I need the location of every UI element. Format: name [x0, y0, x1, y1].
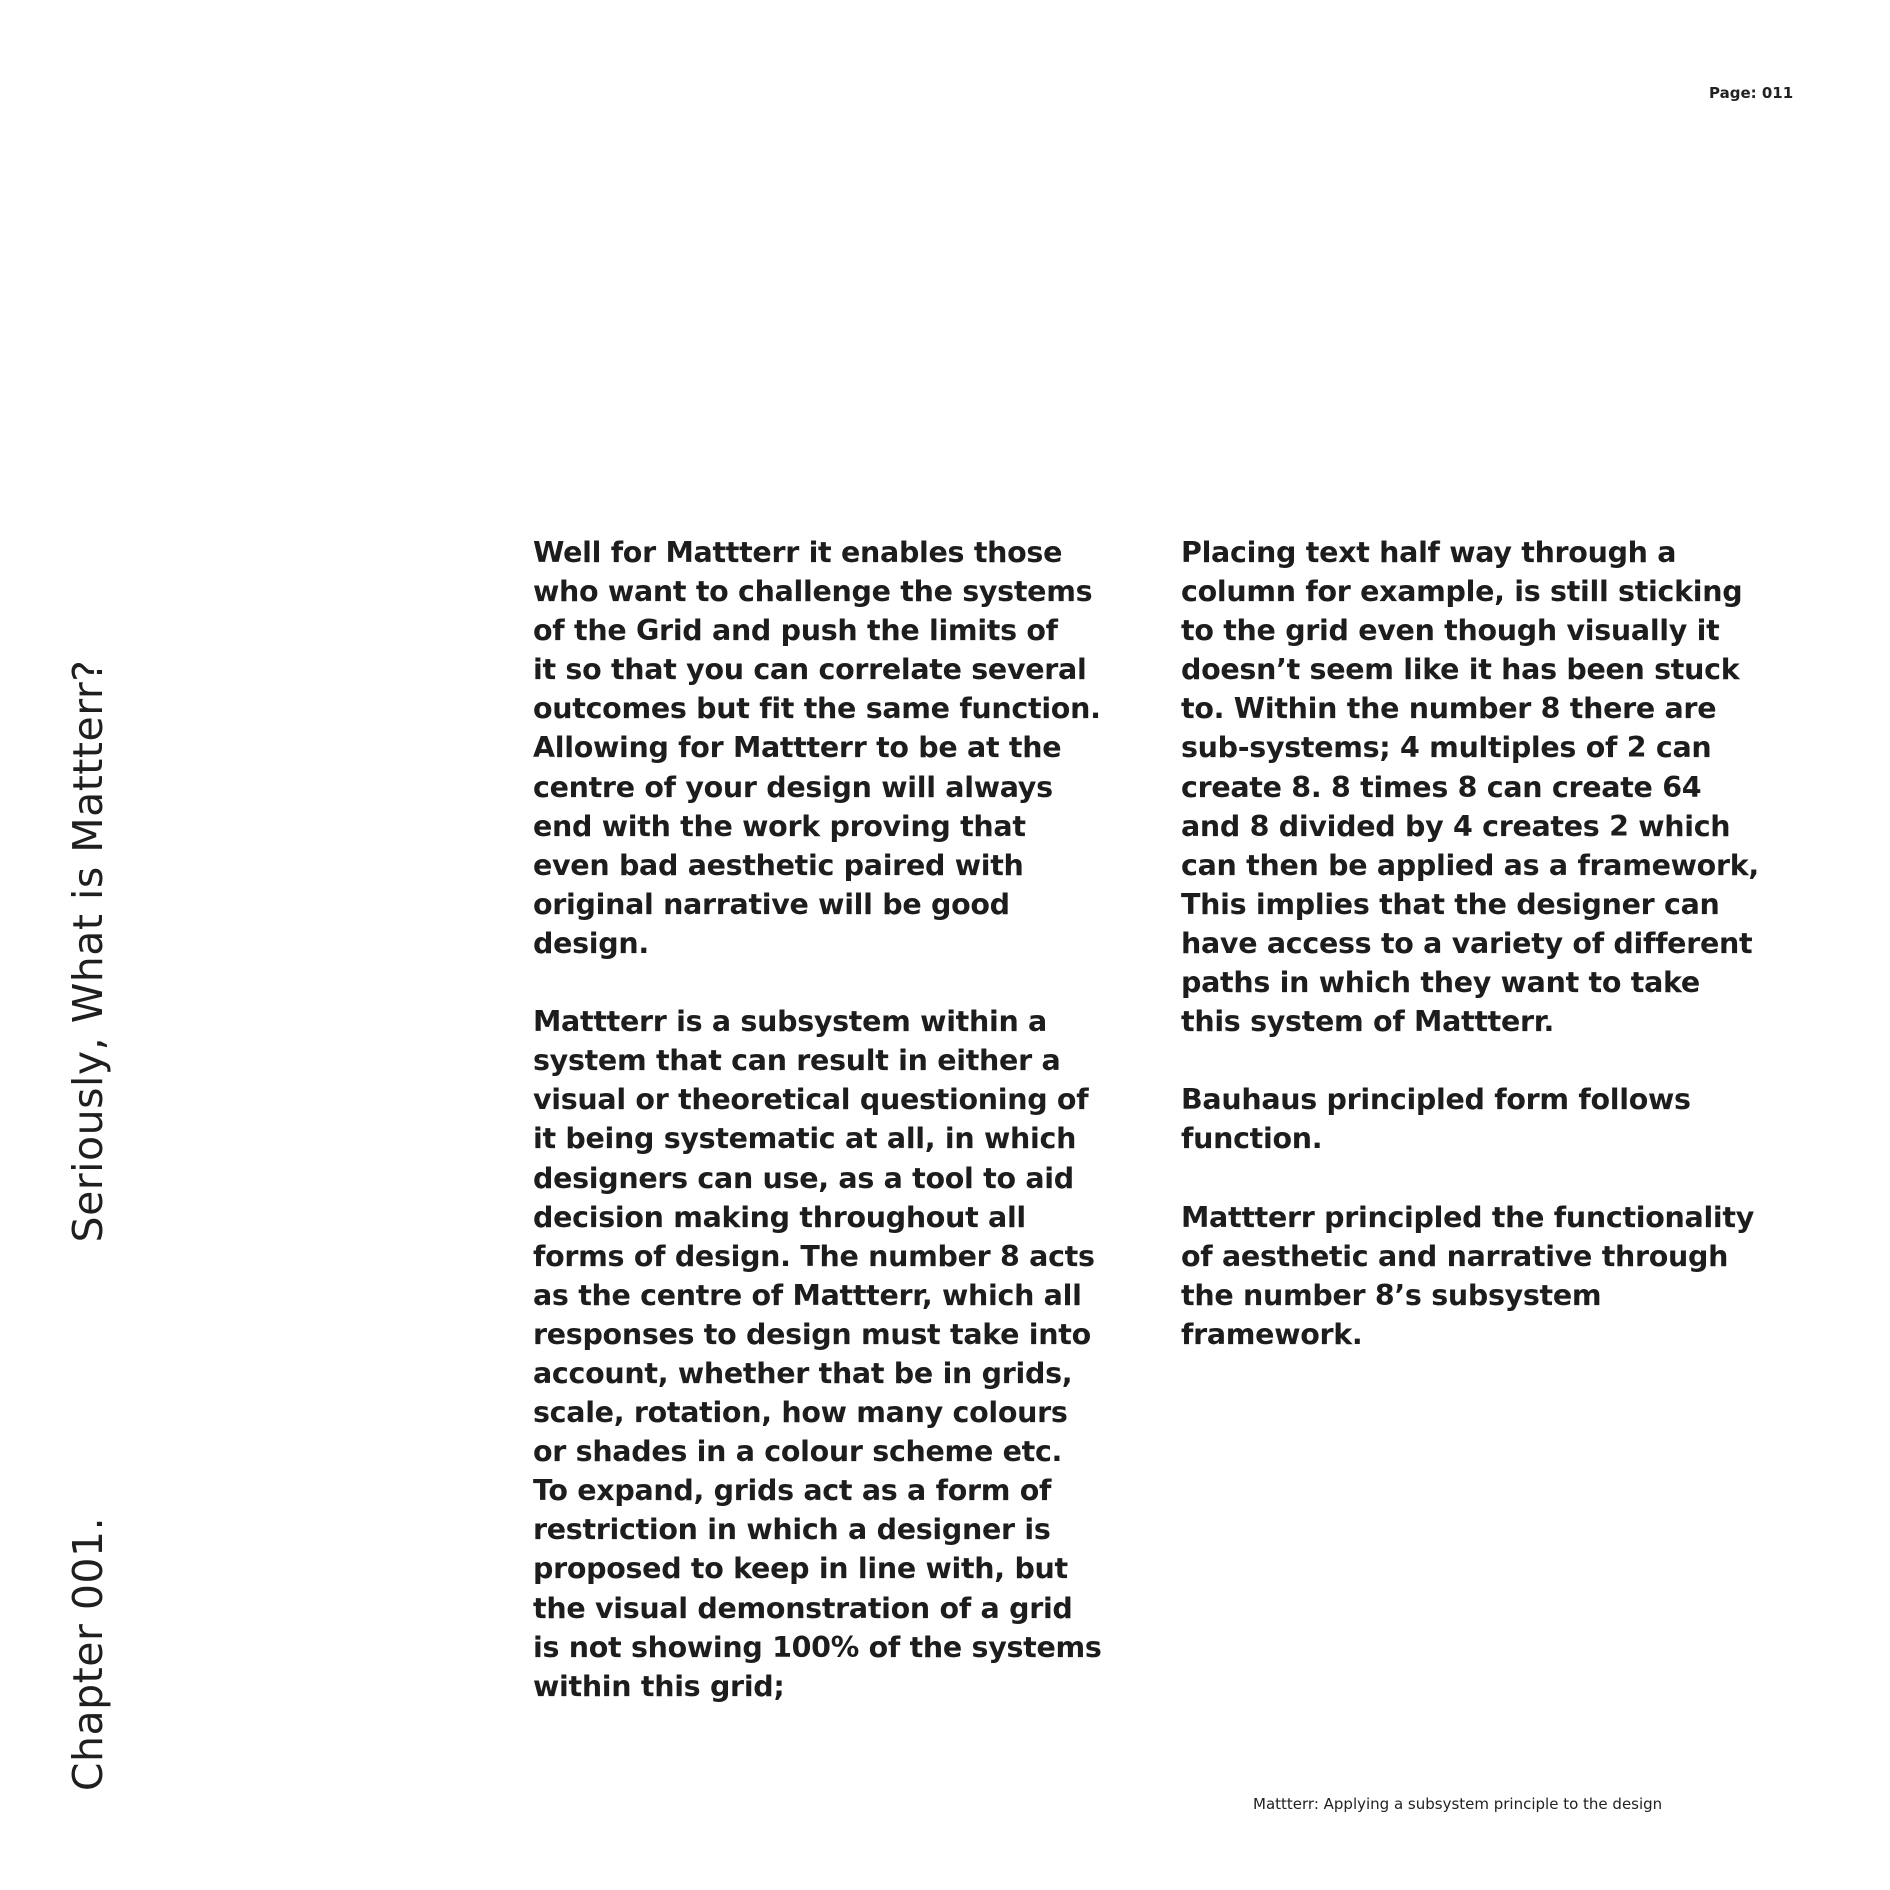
text-line: and 8 divided by 4 creates 2 which [1181, 809, 1731, 843]
text-line: sub-systems; 4 multiples of 2 can [1181, 731, 1712, 765]
text-line: who want to challenge the systems [533, 575, 1093, 609]
text-line: This implies that the designer can [1181, 887, 1720, 921]
text-line: Placing text half way through a [1181, 536, 1677, 569]
text-line: create 8. 8 times 8 can create 64 [1181, 770, 1702, 804]
paragraph [533, 1002, 1102, 1706]
text-line: can then be applied as a framework, [1181, 848, 1759, 882]
text-line: it being systematic at all, in which [533, 1122, 1077, 1156]
text-line: system that can result in either a [533, 1044, 1061, 1078]
text-line: of the Grid and push the limits of [533, 614, 1058, 648]
text-line: paths in which they want to take [1181, 966, 1700, 1000]
text-line: to. Within the number 8 there are [1181, 692, 1717, 726]
text-line: end with the work proving that [533, 809, 1026, 843]
text-line: is not showing 100% of the systems [533, 1630, 1102, 1664]
text-line: the visual demonstration of a grid [533, 1591, 1073, 1625]
text-line: proposed to keep in line with, but [533, 1552, 1068, 1586]
text-line: as the centre of Mattterr, which all [533, 1278, 1082, 1312]
text-line: forms of design. The number 8 acts [533, 1239, 1095, 1273]
text-line: Well for Mattterr it enables those [533, 536, 1063, 569]
text-line: have access to a variety of different [1181, 926, 1753, 960]
text-line: scale, rotation, how many colours [533, 1396, 1068, 1430]
text-line: designers can use, as a tool to aid [533, 1161, 1074, 1195]
section-title: Seriously, What is Mattterr? [64, 659, 112, 1243]
text-line: design. [533, 926, 649, 960]
text-line: account, whether that be in grids, [533, 1356, 1073, 1390]
text-line: Bauhaus principled form follows [1181, 1083, 1691, 1117]
text-line: To expand, grids act as a form of [533, 1474, 1052, 1508]
body-column-left [533, 533, 1102, 1745]
text-line: visual or theoretical questioning of [533, 1083, 1089, 1117]
text-line: centre of your design will always [533, 770, 1053, 804]
text-line: the number 8’s subsystem [1181, 1278, 1602, 1312]
text-line: column for example, is still sticking [1181, 575, 1743, 609]
text-line: Mattterr is a subsystem within a [533, 1005, 1047, 1039]
paragraph [1181, 533, 1759, 1041]
text-line: restriction in which a designer is [533, 1513, 1051, 1547]
footer-caption: Mattterr: Applying a subsystem principle to the design [1253, 1795, 1663, 1813]
text-line: within this grid; [533, 1669, 785, 1703]
text-line: to the grid even though visually it [1181, 614, 1720, 648]
text-line: responses to design must take into [533, 1317, 1091, 1351]
text-line: Allowing for Mattterr to be at the [533, 731, 1062, 765]
body-column-right [1181, 533, 1759, 1393]
text-line: or shades in a colour scheme etc. [533, 1435, 1063, 1469]
text-line: this system of Mattterr. [1181, 1005, 1555, 1039]
text-line: original narrative will be good [533, 887, 1010, 921]
text-line: function. [1181, 1122, 1323, 1156]
paragraph [533, 533, 1102, 963]
text-line: framework. [1181, 1317, 1363, 1351]
chapter-label: Chapter 001. [64, 1516, 112, 1792]
text-line: even bad aesthetic paired with [533, 848, 1024, 882]
text-line: outcomes but fit the same function. [533, 692, 1101, 726]
text-line: of aesthetic and narrative through [1181, 1239, 1729, 1273]
text-line: Mattterr principled the functionality [1181, 1200, 1754, 1234]
paragraph [1181, 1198, 1759, 1354]
paragraph [1181, 1080, 1759, 1158]
text-line: doesn’t seem like it has been stuck [1181, 653, 1740, 687]
text-line: decision making throughout all [533, 1200, 1026, 1234]
page-number: Page: 011 [1709, 84, 1794, 102]
text-line: it so that you can correlate several [533, 653, 1087, 687]
